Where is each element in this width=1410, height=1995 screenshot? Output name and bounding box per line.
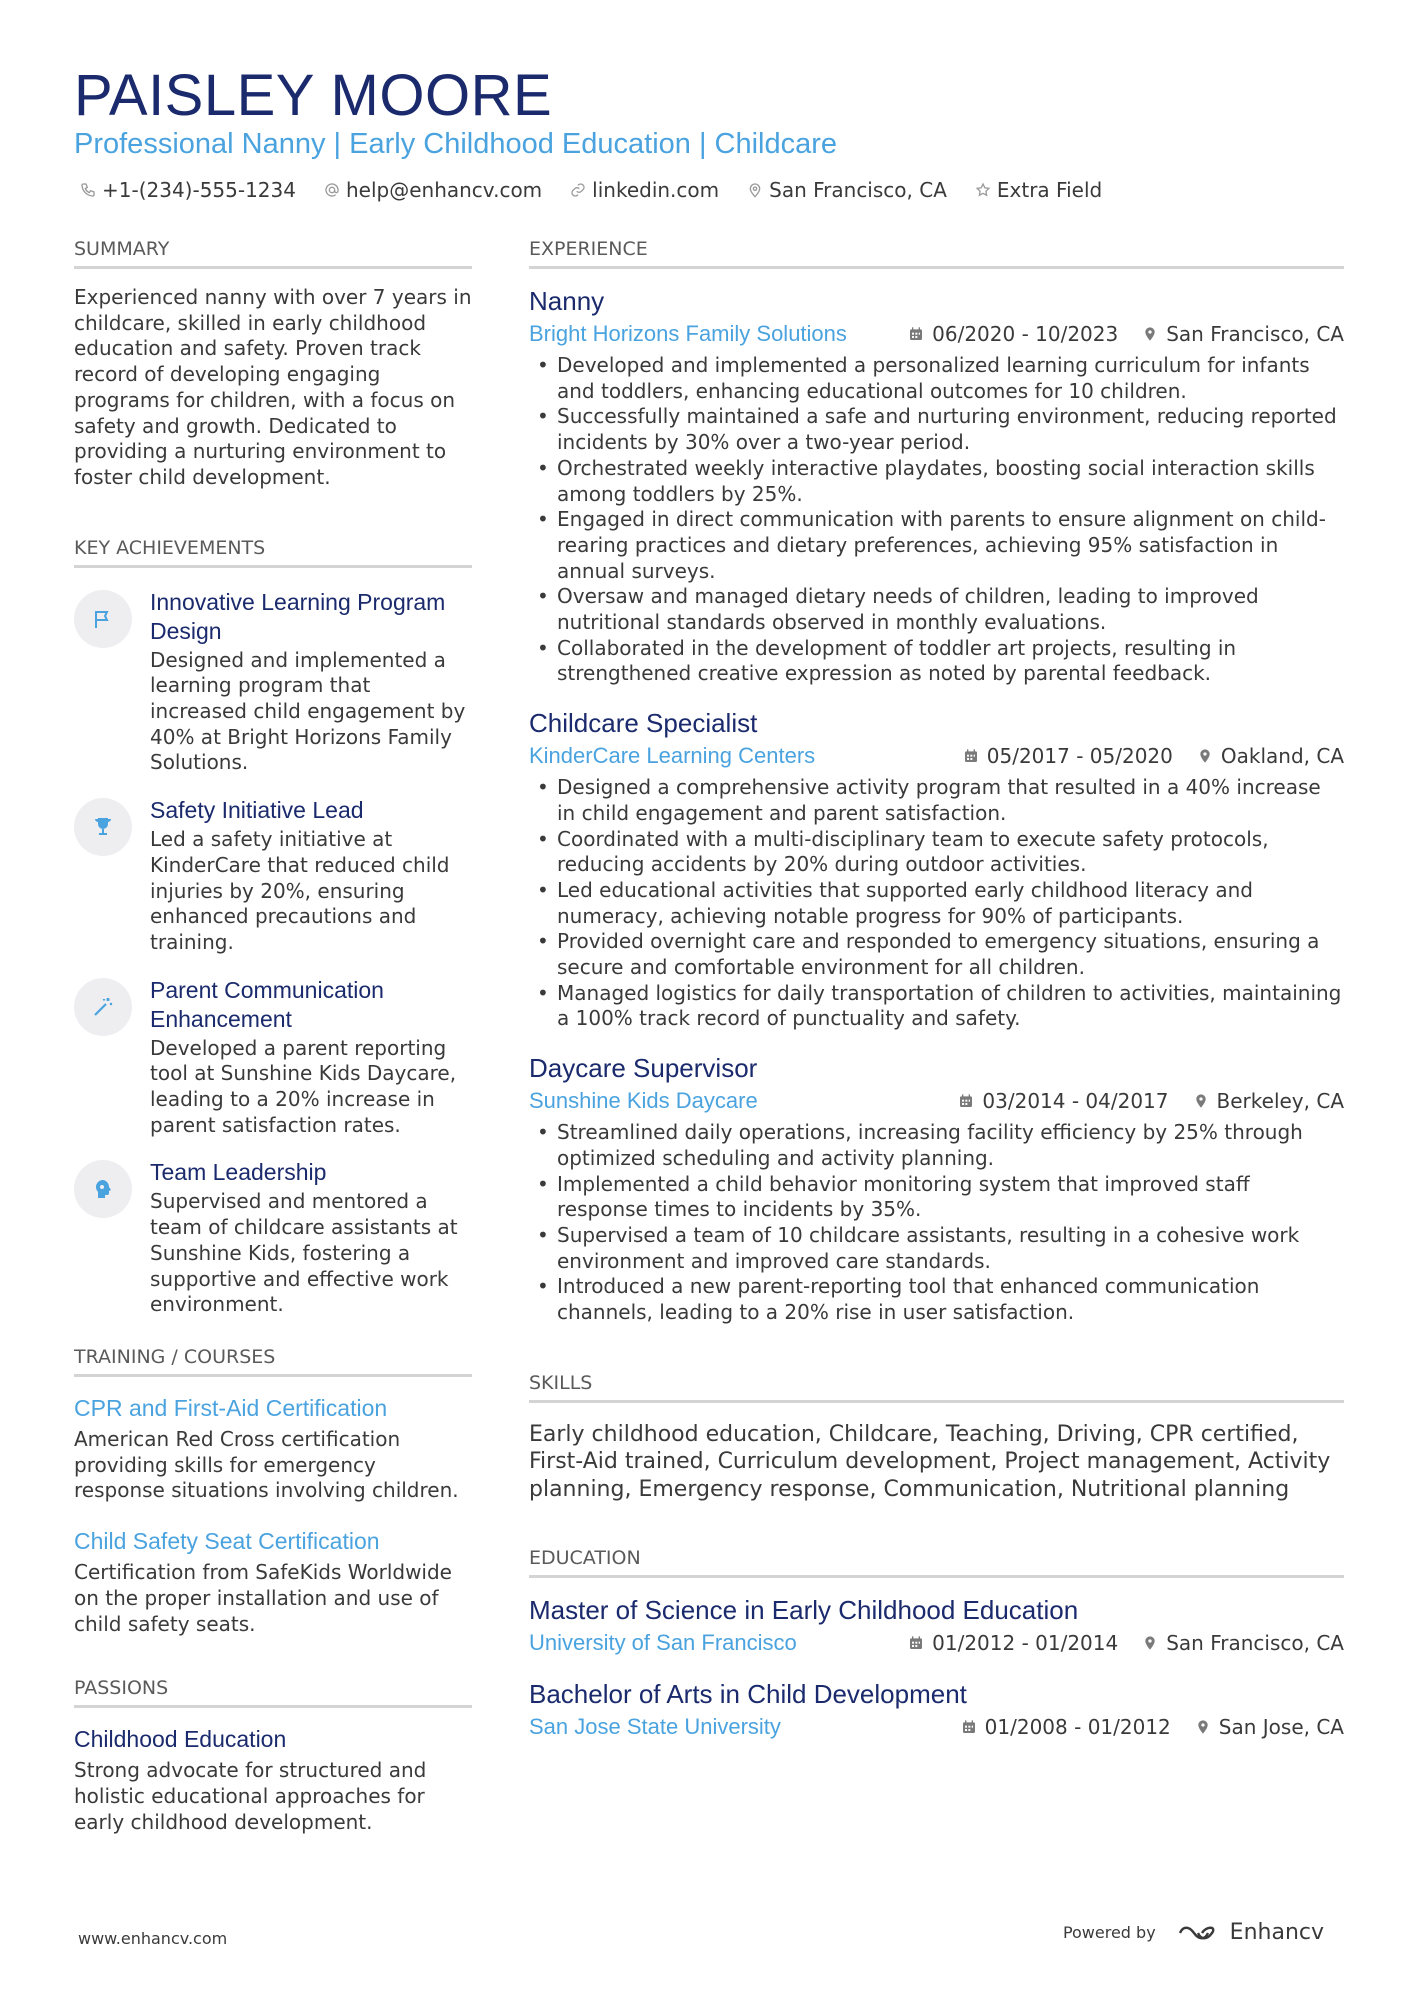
achievement-desc: Supervised and mentored a team of childcare assistants at Sunshine Kids, fostering a supportive and effective work environment. [150, 1189, 458, 1317]
calendar-icon [963, 748, 979, 764]
powered-by-label: Powered by [1062, 1923, 1156, 1942]
brand-name: Enhancv [1229, 1920, 1324, 1945]
location-icon [1193, 1093, 1209, 1109]
achievement-desc: Designed and implemented a learning program that increased child engagement by 40% at Bright Horizons Family Solutions. [150, 647, 466, 775]
achievement-title: Safety Initiative Lead [150, 797, 364, 824]
location-icon [1195, 1719, 1211, 1735]
skills-text: Early childhood education, Childcare, Teaching, Driving, CPR certified, First-Aid trained, Curriculum development, Project management, Activity planning, Emergency response, Communication, Nutritional planning [529, 1421, 1331, 1502]
achievements-section [74, 537, 472, 1318]
achievement-icon-wrap [74, 978, 132, 1036]
job-dates: 03/2014 - 04/2017 [982, 1089, 1169, 1114]
achievements-heading: KEY ACHIEVEMENTS [74, 537, 472, 568]
course-desc: Certification from SafeKids Worldwide on the proper installation and use of child safety seats. [74, 1560, 452, 1636]
contact-location [747, 178, 947, 202]
contact-phone-text: +1-(234)-555-1234 [102, 178, 296, 202]
footer-website[interactable]: www.enhancv.com [78, 1929, 228, 1948]
left-column [74, 238, 472, 1835]
school-name: San Jose State University [529, 1714, 781, 1740]
education-location: San Francisco, CA [1166, 1631, 1344, 1656]
job-bullet: • Developed and implemented a personalized learning curriculum for infants and toddlers, enhancing educational outcomes for 10 children. [529, 353, 1344, 404]
calendar-icon [908, 1635, 924, 1651]
location-icon [1142, 1635, 1158, 1651]
contact-phone[interactable] [80, 178, 296, 202]
education-location: San Jose, CA [1218, 1715, 1344, 1740]
footer-branding [1063, 1920, 1324, 1945]
school-name: University of San Francisco [529, 1630, 797, 1656]
job-bullet: • Provided overnight care and responded to emergency situations, ensuring a secure and comfortable environment for all children. [529, 929, 1344, 980]
achievement-desc: Led a safety initiative at KinderCare that reduced child injuries by 20%, ensuring enhanced precautions and training. [150, 827, 450, 954]
job-bullet: • Oversaw and managed dietary needs of children, leading to improved nutritional standards observed in monthly evaluations. [529, 584, 1344, 635]
achievement-icon-wrap [74, 590, 132, 648]
head-idea-icon [91, 1177, 115, 1201]
degree-title: Bachelor of Arts in Child Development [529, 1679, 967, 1710]
job-title: Childcare Specialist [529, 708, 758, 739]
contact-extra [975, 178, 1102, 202]
right-column [529, 238, 1344, 1740]
summary-heading: SUMMARY [74, 238, 472, 269]
job-entry [529, 1052, 1344, 1326]
job-bullets [529, 1120, 1344, 1326]
flag-icon [91, 607, 115, 631]
job-bullets [529, 353, 1344, 687]
summary-text: Experienced nanny with over 7 years in childcare, skilled in early childhood education and safety. Proven track record of developing engaging programs for children, with a focus on safety and growth. Dedicated to providing a nurturing environment to foster child development. [74, 285, 472, 489]
link-icon [570, 182, 586, 198]
candidate-headline: Professional Nanny | Early Childhood Education | Childcare [74, 128, 838, 160]
job-dates: 05/2017 - 05/2020 [986, 744, 1173, 769]
calendar-icon [908, 326, 924, 342]
education-section [529, 1547, 1344, 1740]
job-bullet: • Implemented a child behavior monitoring system that improved staff response times to incidents by 35%. [529, 1172, 1344, 1223]
degree-title: Master of Science in Early Childhood Education [529, 1595, 1079, 1626]
passion-desc: Strong advocate for structured and holistic educational approaches for early childhood development. [74, 1758, 427, 1834]
location-icon [747, 182, 763, 198]
training-heading: TRAINING / COURSES [74, 1346, 472, 1377]
magic-wand-icon [91, 995, 115, 1019]
experience-section [529, 238, 1344, 1326]
contact-extra-text: Extra Field [996, 178, 1103, 202]
brand-logo[interactable] [1176, 1920, 1324, 1945]
contact-linkedin[interactable] [570, 178, 719, 202]
location-icon [1197, 748, 1213, 764]
location-icon [1142, 326, 1158, 342]
enhancv-logo-icon [1176, 1922, 1220, 1944]
job-entry [529, 285, 1344, 687]
job-bullet: • Designed a comprehensive activity program that resulted in a 40% increase in child engagement and parent satisfaction. [529, 775, 1344, 826]
education-heading: EDUCATION [529, 1547, 1344, 1578]
course-item [74, 1393, 472, 1504]
job-bullet: • Collaborated in the development of toddler art projects, resulting in strengthened creative expression as noted by parental feedback. [529, 636, 1344, 687]
achievement-icon-wrap [74, 798, 132, 856]
phone-icon [80, 182, 96, 198]
contact-bar [80, 178, 1102, 202]
calendar-icon [958, 1093, 974, 1109]
at-icon [324, 182, 340, 198]
passion-title: Childhood Education [74, 1726, 287, 1753]
job-company: KinderCare Learning Centers [529, 743, 816, 769]
training-section [74, 1346, 472, 1637]
achievement-item [74, 588, 472, 777]
job-bullet: • Supervised a team of 10 childcare assistants, resulting in a cohesive work environment and improved care standards. [529, 1223, 1344, 1274]
job-bullet: • Introduced a new parent-reporting tool that enhanced communication channels, leading to a 20% rise in user satisfaction. [529, 1274, 1344, 1325]
course-desc: American Red Cross certification providing skills for emergency response situations involving children. [74, 1426, 459, 1503]
education-dates: 01/2012 - 01/2014 [932, 1631, 1119, 1656]
skills-section [529, 1372, 1344, 1504]
job-location: San Francisco, CA [1166, 322, 1344, 346]
contact-linkedin-text: linkedin.com [592, 178, 720, 202]
candidate-name: PAISLEY MOORE [74, 63, 553, 128]
job-bullet: • Managed logistics for daily transportation of children to activities, maintaining a 100% track record of punctuality and safety. [529, 981, 1344, 1032]
job-bullets [529, 775, 1344, 1032]
job-entry [529, 707, 1344, 1032]
job-bullet: • Successfully maintained a safe and nurturing environment, reducing reported incidents by 30% over a two-year period. [529, 404, 1344, 455]
course-title: Child Safety Seat Certification [74, 1528, 380, 1555]
achievement-title: Parent Communication Enhancement [150, 976, 384, 1032]
course-item [74, 1526, 472, 1637]
job-bullet: • Orchestrated weekly interactive playdates, boosting social interaction skills among toddlers by 25%. [529, 456, 1344, 507]
education-entry [529, 1594, 1344, 1656]
achievement-icon-wrap [74, 1160, 132, 1218]
contact-email[interactable] [324, 178, 542, 202]
experience-heading: EXPERIENCE [529, 238, 1344, 269]
calendar-icon [961, 1719, 977, 1735]
job-title: Daycare Supervisor [529, 1053, 758, 1084]
job-location: Berkeley, CA [1216, 1089, 1344, 1114]
achievement-item [74, 1158, 472, 1318]
job-bullet: • Led educational activities that supported early childhood literacy and numeracy, achieving notable progress for 90% of participants. [529, 878, 1344, 929]
summary-section [74, 238, 472, 491]
education-entry [529, 1678, 1344, 1740]
passions-heading: PASSIONS [74, 1677, 472, 1708]
job-location: Oakland, CA [1220, 744, 1344, 769]
trophy-icon [91, 815, 115, 839]
job-bullet: • Coordinated with a multi-disciplinary team to execute safety protocols, reducing accidents by 20% during outdoor activities. [529, 827, 1344, 878]
job-title: Nanny [529, 286, 605, 316]
achievement-title: Innovative Learning Program Design [150, 588, 446, 644]
contact-location-text: San Francisco, CA [769, 178, 947, 202]
passions-section [74, 1677, 472, 1835]
contact-email-text: help@enhancv.com [345, 178, 543, 202]
job-bullet: • Engaged in direct communication with parents to ensure alignment on child-rearing practices and dietary preferences, achieving 95% satisfaction in annual surveys. [529, 507, 1344, 584]
job-bullet: • Streamlined daily operations, increasing facility efficiency by 25% through optimized scheduling and activity planning. [529, 1120, 1344, 1171]
star-icon [975, 182, 991, 198]
course-title: CPR and First-Aid Certification [74, 1394, 388, 1421]
job-dates: 06/2020 - 10/2023 [932, 322, 1119, 346]
job-company: Bright Horizons Family Solutions [529, 321, 847, 346]
job-company: Sunshine Kids Daycare [529, 1088, 758, 1114]
achievement-item [74, 796, 472, 956]
achievement-desc: Developed a parent reporting tool at Sunshine Kids Daycare, leading to a 20% increase in parent satisfaction rates. [150, 1035, 457, 1137]
skills-heading: SKILLS [529, 1372, 1344, 1403]
achievement-item [74, 976, 472, 1139]
achievement-title: Team Leadership [150, 1159, 327, 1186]
education-dates: 01/2008 - 01/2012 [984, 1715, 1171, 1740]
